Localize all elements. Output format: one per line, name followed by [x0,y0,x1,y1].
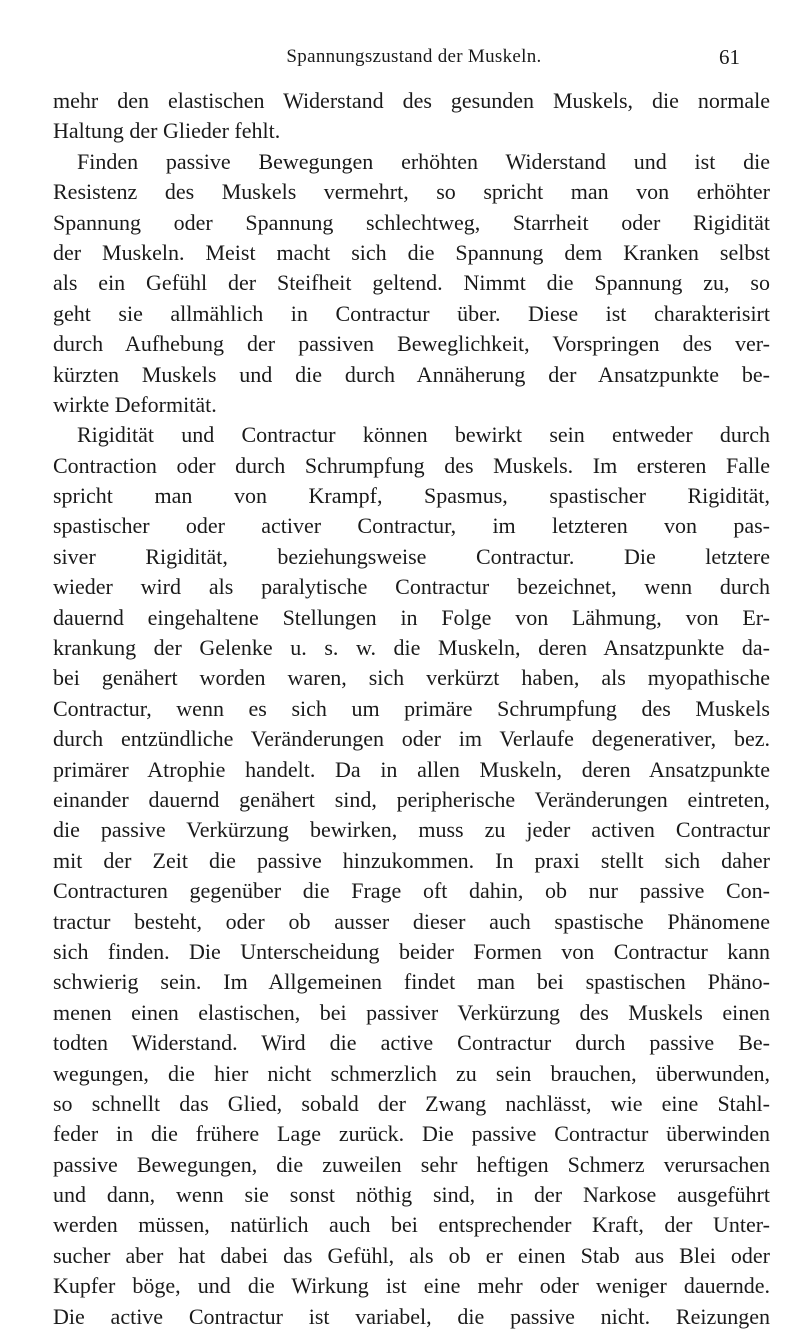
text-line: kürzten Muskels und die durch Annäherung der Ansatzpunkte be- [53,361,770,387]
text-line: sich finden. Die Unterscheidung beider Formen von Contractur kann [53,938,770,964]
text-line: werden müssen, natürlich auch bei entsprechender Kraft, der Unter- [53,1212,770,1238]
text-line: so schnellt das Glied, sobald der Zwang nachlässt, wie eine Stahl- [53,1090,770,1116]
text-line: Resistenz des Muskels vermehrt, so spricht man von erhöhter [53,179,770,205]
text-line: siver Rigidität, beziehungsweise Contractur. Die letztere [53,543,770,569]
text-line: todten Widerstand. Wird die active Contractur durch passive Be- [53,1030,770,1056]
text-line: sucher aber hat dabei das Gefühl, als ob er einen Stab aus Blei oder [53,1242,770,1268]
text-line: der Muskeln. Meist macht sich die Spannung dem Kranken selbst [53,239,770,265]
text-line: Haltung der Glieder fehlt. [53,118,281,144]
text-line: als ein Gefühl der Steifheit geltend. Nimmt die Spannung zu, so [53,270,770,296]
text-line: Contracturen gegenüber die Frage oft dahin, ob nur passive Con- [53,878,770,904]
text-line: Finden passive Bewegungen erhöhten Widerstand und ist die [77,148,770,174]
text-line: Contraction oder durch Schrumpfung des Muskels. Im ersteren Falle [53,452,770,478]
text-line: krankung der Gelenke u. s. w. die Muskeln, deren Ansatzpunkte da- [53,635,770,661]
text-line: mit der Zeit die passive hinzukommen. In praxi stellt sich daher [53,847,770,873]
text-line: dauernd eingehaltene Stellungen in Folge von Lähmung, von Er- [53,604,770,630]
text-line: durch Aufhebung der passiven Beweglichkeit, Vorspringen des ver- [53,331,770,357]
text-line: feder in die frühere Lage zurück. Die passive Contractur überwinden [53,1121,770,1147]
text-line: wirkte Deformität. [53,391,217,417]
text-line: tractur besteht, oder ob ausser dieser auch spastische Phänomene [53,908,770,934]
text-line: bei genähert worden waren, sich verkürzt haben, als myopathische [53,665,770,691]
text-line: Rigidität und Contractur können bewirkt sein entweder durch [77,422,770,448]
text-line: schwierig sein. Im Allgemeinen findet man bei spastischen Phäno- [53,969,770,995]
text-line: wegungen, die hier nicht schmerzlich zu sein brauchen, überwunden, [53,1060,770,1086]
text-line: primärer Atrophie handelt. Da in allen Muskeln, deren Ansatzpunkte [53,756,770,782]
text-line: mehr den elastischen Widerstand des gesunden Muskels, die normale [53,88,770,113]
running-head [88,44,740,70]
text-line: die passive Verkürzung bewirken, muss zu jeder activen Contractur [53,817,770,843]
text-line: Kupfer böge, und die Wirkung ist eine mehr oder weniger dauernde. [53,1273,770,1299]
running-title: Spannungszustand der Muskeln. [286,46,542,67]
text-line: menen einen elastischen, bei passiver Verkürzung des Muskels einen [53,999,770,1025]
text-line: spricht man von Krampf, Spasmus, spastischer Rigidität, [53,483,770,509]
page-number: 61 [719,45,740,69]
text-line: Contractur, wenn es sich um primäre Schrumpfung des Muskels [53,695,770,721]
text-line: einander dauernd genähert sind, peripherische Veränderungen eintreten, [53,786,770,812]
body-text [53,86,770,1332]
text-line: wieder wird als paralytische Contractur bezeichnet, wenn durch [53,574,770,600]
text-line: spastischer oder activer Contractur, im letzteren von pas- [53,513,770,539]
text-line: passive Bewegungen, die zuweilen sehr heftigen Schmerz verursachen [53,1151,770,1177]
text-line: Spannung oder Spannung schlechtweg, Starrheit oder Rigidität [53,209,770,235]
text-line: Die active Contractur ist variabel, die passive nicht. Reizungen [53,1303,770,1329]
text-line: geht sie allmählich in Contractur über. Diese ist charakterisirt [53,300,770,326]
text-line: durch entzündliche Veränderungen oder im Verlaufe degenerativer, bez. [53,726,770,752]
text-line: und dann, wenn sie sonst nöthig sind, in der Narkose ausgeführt [53,1182,770,1208]
